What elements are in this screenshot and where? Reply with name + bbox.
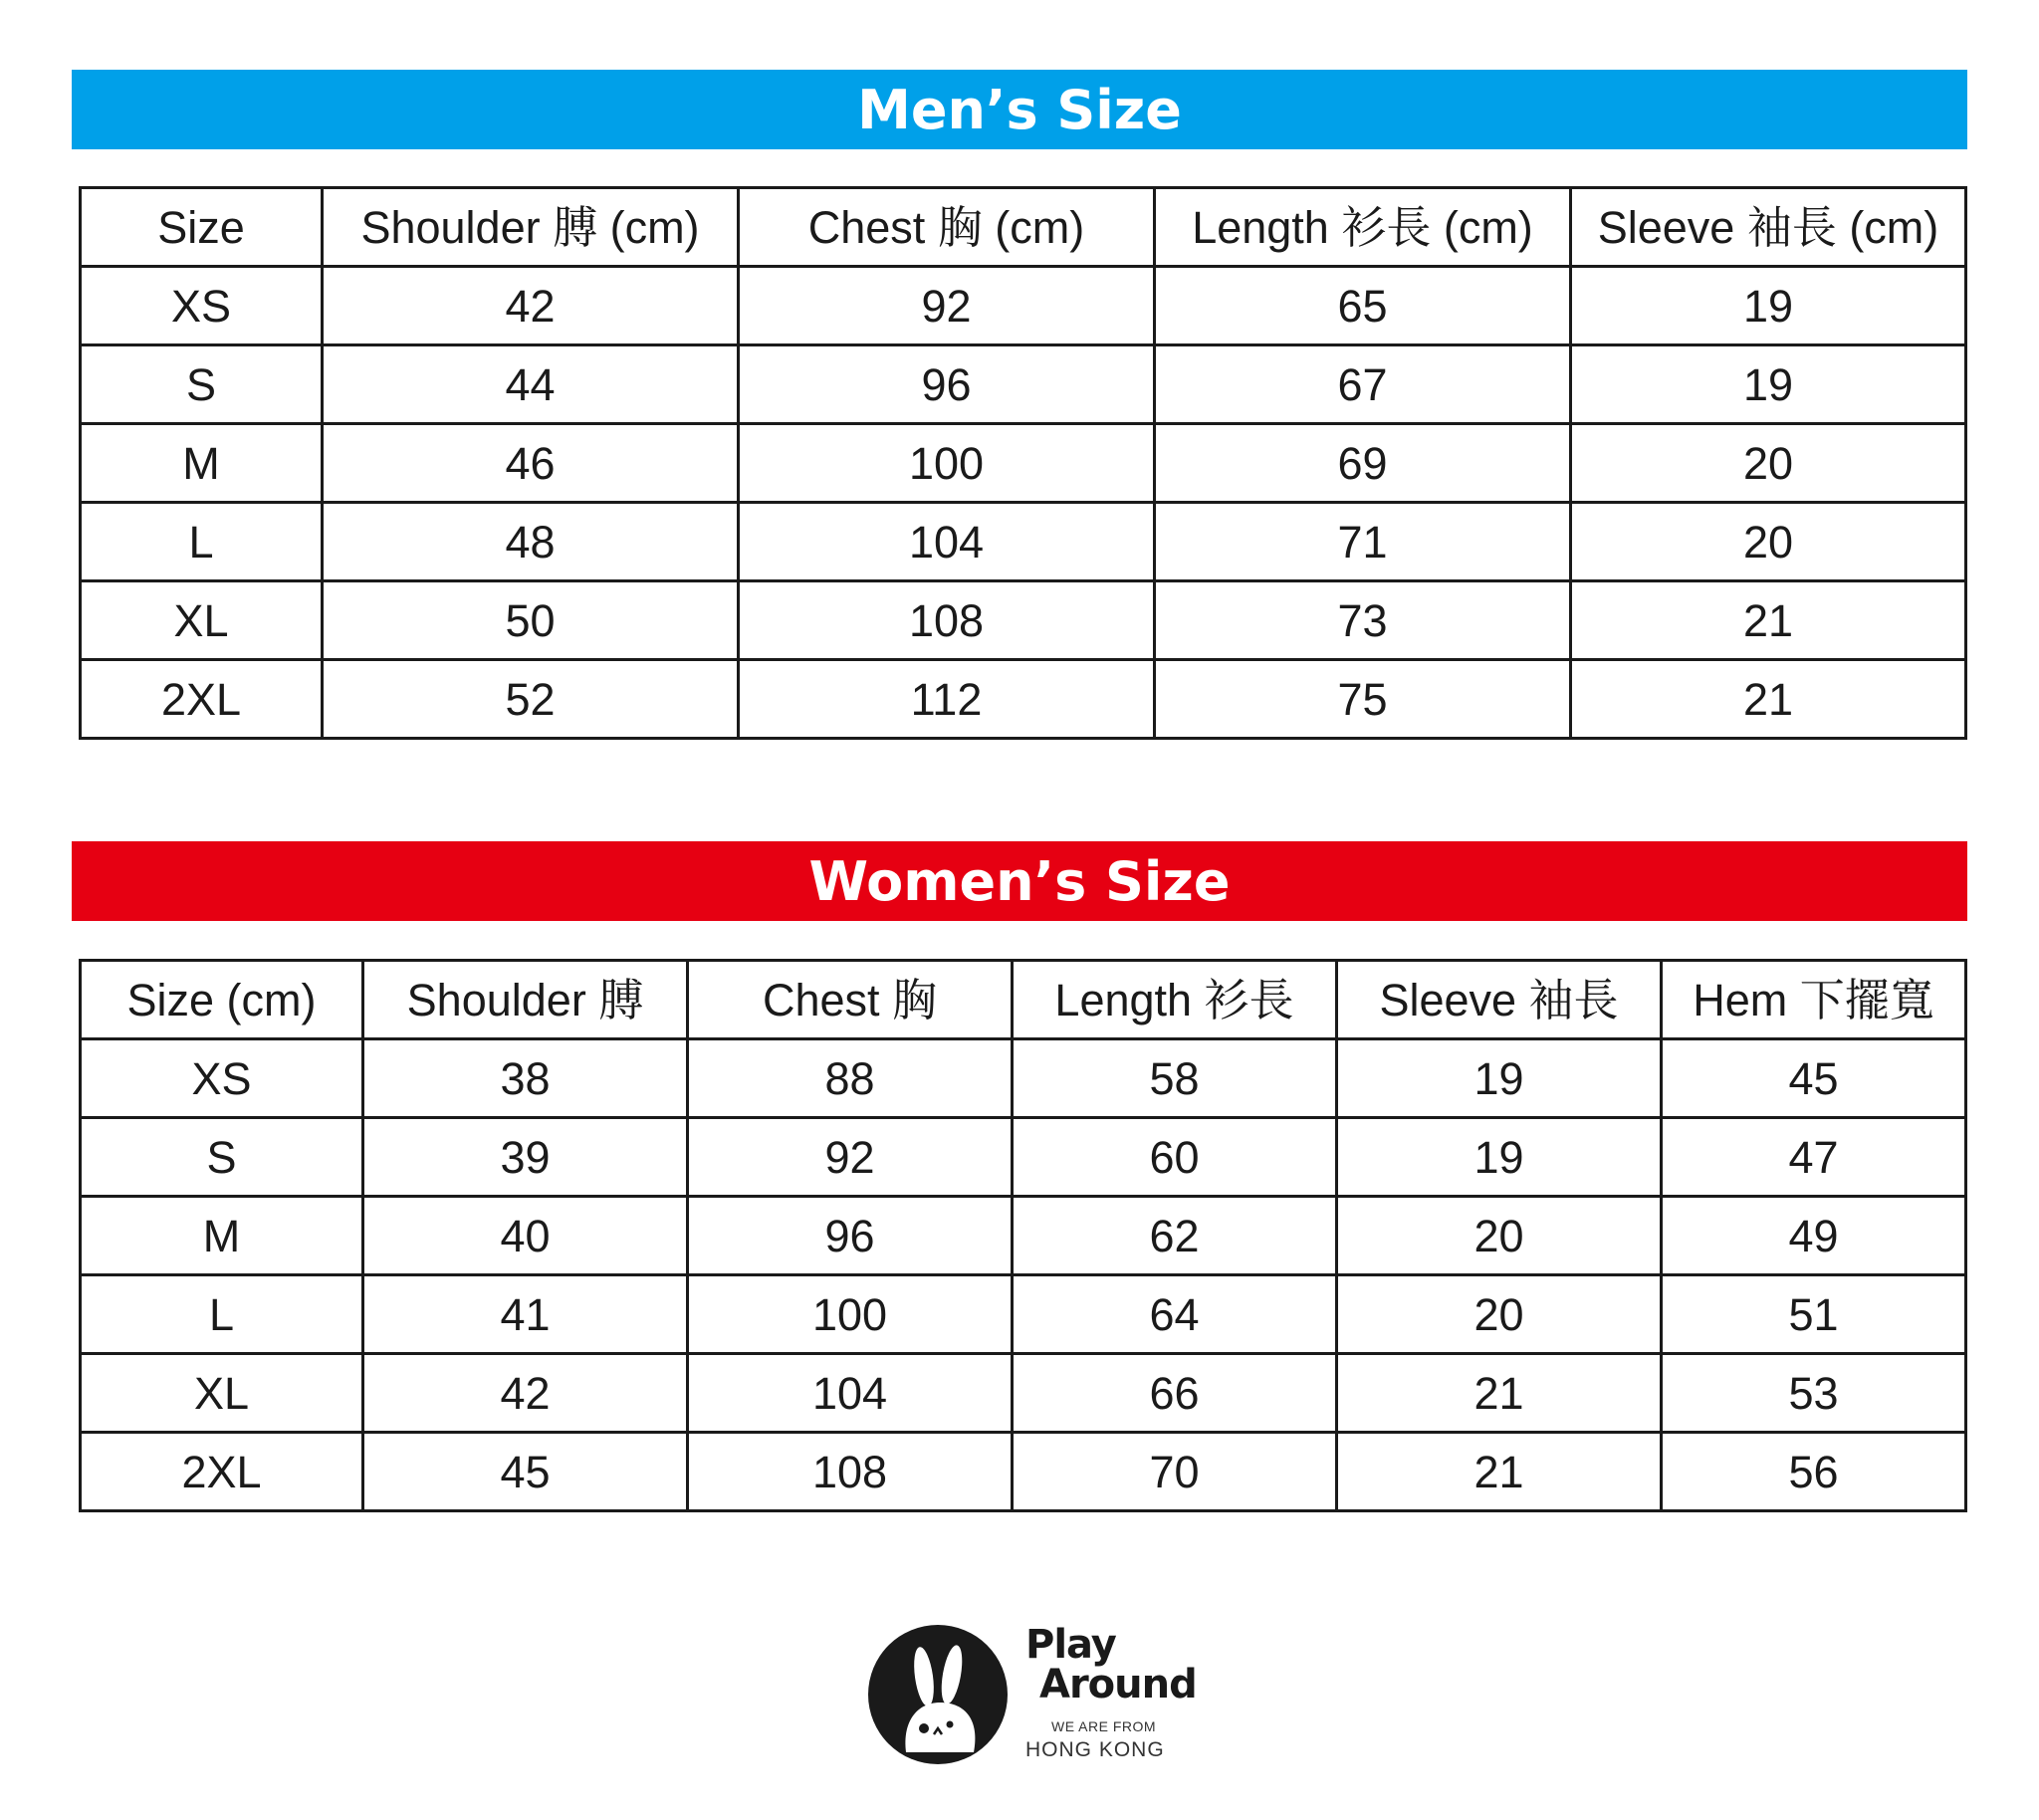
table-cell: 46: [323, 424, 739, 503]
brand-name-line1: Play: [1025, 1622, 1116, 1668]
table-cell: 49: [1662, 1197, 1966, 1275]
table-cell: 62: [1013, 1197, 1337, 1275]
womens-size-banner: [72, 841, 1967, 921]
column-header: Sleeve 袖長: [1337, 961, 1662, 1039]
column-header: Chest 胸: [688, 961, 1013, 1039]
table-cell: 21: [1337, 1354, 1662, 1433]
column-header: Hem 下擺寬: [1662, 961, 1966, 1039]
column-header: Size (cm): [81, 961, 363, 1039]
table-cell: 100: [688, 1275, 1013, 1354]
table-cell: XS: [81, 267, 323, 345]
column-header: Length 衫長: [1013, 961, 1337, 1039]
table-cell: 50: [323, 581, 739, 660]
table-cell: 92: [739, 267, 1155, 345]
table-cell: 56: [1662, 1433, 1966, 1511]
table-row: [81, 1197, 1966, 1275]
table-cell: 20: [1571, 503, 1966, 581]
womens-size-title: Women’s Size: [808, 849, 1231, 913]
tagline-line1: WE ARE FROM: [1051, 1718, 1157, 1734]
table-cell: 39: [363, 1118, 688, 1197]
table-cell: L: [81, 503, 323, 581]
table-row: [81, 345, 1966, 424]
table-cell: 20: [1337, 1275, 1662, 1354]
tagline-line2: HONG KONG: [1025, 1738, 1165, 1761]
table-cell: 19: [1337, 1118, 1662, 1197]
table-row: [81, 660, 1966, 739]
table-cell: 20: [1571, 424, 1966, 503]
table-cell: 21: [1337, 1433, 1662, 1511]
table-cell: 67: [1155, 345, 1571, 424]
table-cell: 41: [363, 1275, 688, 1354]
table-cell: 104: [739, 503, 1155, 581]
table-cell: 42: [363, 1354, 688, 1433]
table-row: [81, 503, 1966, 581]
table-row: [81, 1275, 1966, 1354]
table-cell: 75: [1155, 660, 1571, 739]
table-cell: 65: [1155, 267, 1571, 345]
table-cell: 88: [688, 1039, 1013, 1118]
column-header: Shoulder 膊 (cm): [323, 188, 739, 267]
table-cell: 71: [1155, 503, 1571, 581]
table-cell: 47: [1662, 1118, 1966, 1197]
table-cell: 69: [1155, 424, 1571, 503]
table-cell: 2XL: [81, 660, 323, 739]
table-row: [81, 581, 1966, 660]
table-cell: S: [81, 1118, 363, 1197]
table-cell: 70: [1013, 1433, 1337, 1511]
table-cell: 2XL: [81, 1433, 363, 1511]
table-header-row: [81, 188, 1966, 267]
mens-size-table: [79, 186, 1967, 740]
table-cell: 20: [1337, 1197, 1662, 1275]
table-cell: 19: [1337, 1039, 1662, 1118]
table-cell: XL: [81, 1354, 363, 1433]
column-header: Size: [81, 188, 323, 267]
column-header: Shoulder 膊: [363, 961, 688, 1039]
table-row: [81, 1039, 1966, 1118]
table-row: [81, 267, 1966, 345]
column-header: Length 衫長 (cm): [1155, 188, 1571, 267]
table-cell: 21: [1571, 660, 1966, 739]
table-row: [81, 1118, 1966, 1197]
column-header: Chest 胸 (cm): [739, 188, 1155, 267]
table-row: [81, 424, 1966, 503]
rabbit-face-icon: [866, 1621, 1016, 1770]
table-cell: L: [81, 1275, 363, 1354]
table-cell: XL: [81, 581, 323, 660]
table-cell: 21: [1571, 581, 1966, 660]
table-cell: 66: [1013, 1354, 1337, 1433]
womens-size-table: [79, 959, 1967, 1512]
table-cell: 44: [323, 345, 739, 424]
table-cell: 104: [688, 1354, 1013, 1433]
table-cell: S: [81, 345, 323, 424]
table-cell: 108: [688, 1433, 1013, 1511]
table-cell: 19: [1571, 345, 1966, 424]
table-cell: 108: [739, 581, 1155, 660]
table-cell: 60: [1013, 1118, 1337, 1197]
table-cell: 100: [739, 424, 1155, 503]
table-cell: 48: [323, 503, 739, 581]
table-row: [81, 1433, 1966, 1511]
table-cell: 40: [363, 1197, 688, 1275]
table-cell: XS: [81, 1039, 363, 1118]
table-cell: 92: [688, 1118, 1013, 1197]
table-header-row: [81, 961, 1966, 1039]
column-header: Sleeve 袖長 (cm): [1571, 188, 1966, 267]
table-cell: 73: [1155, 581, 1571, 660]
mens-size-title: Men’s Size: [857, 78, 1182, 141]
table-cell: 45: [1662, 1039, 1966, 1118]
table-cell: 51: [1662, 1275, 1966, 1354]
table-cell: 96: [688, 1197, 1013, 1275]
table-row: [81, 1354, 1966, 1433]
table-cell: 112: [739, 660, 1155, 739]
table-cell: 96: [739, 345, 1155, 424]
table-cell: 38: [363, 1039, 688, 1118]
table-cell: 45: [363, 1433, 688, 1511]
table-cell: M: [81, 424, 323, 503]
table-cell: 64: [1013, 1275, 1337, 1354]
table-cell: M: [81, 1197, 363, 1275]
table-cell: 19: [1571, 267, 1966, 345]
brand-name-line2: Around: [1039, 1662, 1197, 1707]
table-cell: 52: [323, 660, 739, 739]
table-cell: 58: [1013, 1039, 1337, 1118]
play-around-logo: [866, 1621, 1197, 1770]
table-cell: 53: [1662, 1354, 1966, 1433]
mens-size-banner: [72, 70, 1967, 149]
table-cell: 42: [323, 267, 739, 345]
